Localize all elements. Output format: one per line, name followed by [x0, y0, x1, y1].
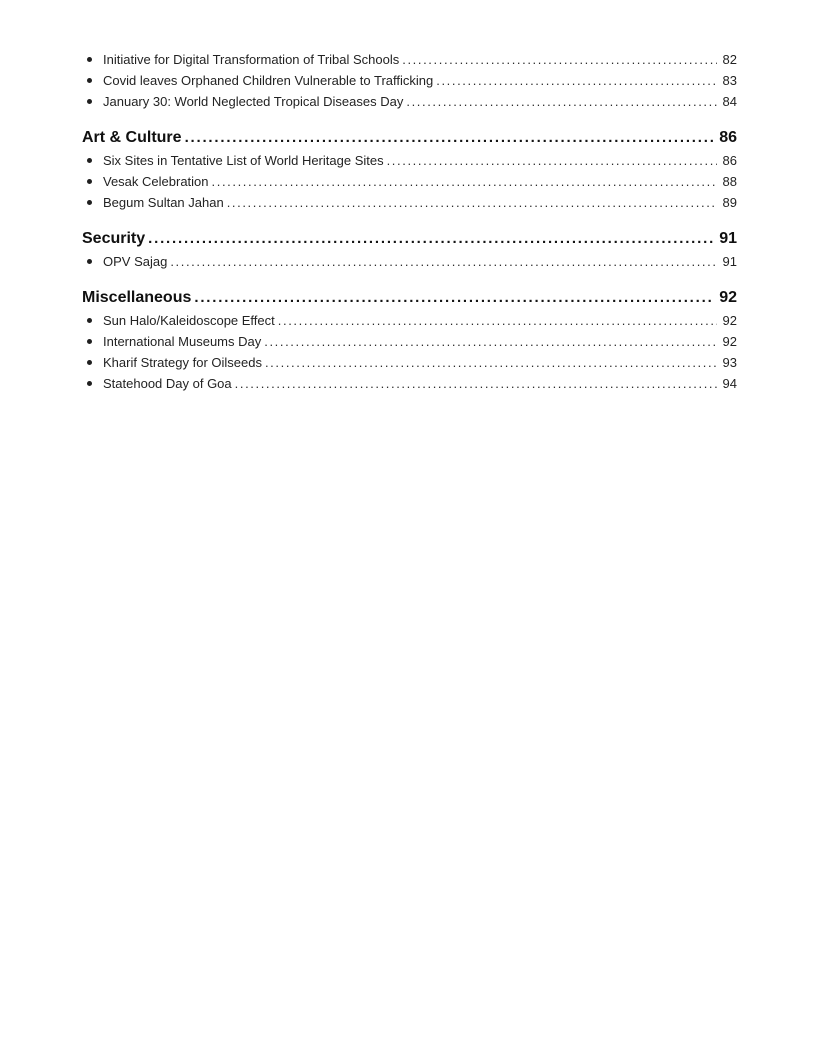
bullet-icon — [87, 360, 92, 365]
bullet-icon — [87, 200, 92, 205]
dot-leader — [212, 171, 717, 192]
toc-item-page: 86 — [722, 153, 737, 168]
toc-item-label: Vesak Celebration — [103, 174, 209, 189]
toc-item[interactable] — [82, 331, 737, 352]
toc-heading-page: 86 — [719, 129, 737, 146]
toc-item-page: 84 — [722, 94, 737, 109]
bullet-icon — [87, 158, 92, 163]
toc-item[interactable] — [82, 91, 737, 112]
toc-item-page: 94 — [722, 376, 737, 391]
toc-heading-label: Art & Culture — [82, 129, 182, 146]
toc-item-page: 91 — [722, 254, 737, 269]
toc-item[interactable] — [82, 70, 737, 91]
toc-heading-label: Security — [82, 230, 146, 247]
toc-heading-page: 92 — [719, 289, 737, 306]
dot-leader — [387, 150, 717, 171]
toc-item-label: Kharif Strategy for Oilseeds — [103, 355, 262, 370]
toc-item-label: Begum Sultan Jahan — [103, 195, 224, 210]
toc-item-label: Sun Halo/Kaleidoscope Effect — [103, 313, 275, 328]
toc-item-label: OPV Sajag — [103, 254, 168, 269]
toc-heading[interactable] — [82, 126, 737, 150]
bullet-icon — [87, 99, 92, 104]
toc-item-label: Six Sites in Tentative List of World Heritage Sites — [103, 153, 384, 168]
toc-item-page: 92 — [722, 334, 737, 349]
dot-leader — [402, 49, 716, 70]
bullet-icon — [87, 78, 92, 83]
toc-heading-label: Miscellaneous — [82, 289, 192, 306]
dot-leader — [148, 227, 713, 251]
toc-item-page: 93 — [722, 355, 737, 370]
toc-item-label: Covid leaves Orphaned Children Vulnerable to Trafficking — [103, 73, 434, 88]
dot-leader — [170, 251, 716, 272]
toc-item[interactable] — [82, 310, 737, 331]
dot-leader — [235, 373, 717, 394]
bullet-icon — [87, 381, 92, 386]
toc-item[interactable] — [82, 150, 737, 171]
toc-heading[interactable] — [82, 227, 737, 251]
bullet-icon — [87, 57, 92, 62]
dot-leader — [264, 331, 716, 352]
toc-heading[interactable] — [82, 286, 737, 310]
toc-item[interactable] — [82, 373, 737, 394]
toc-item[interactable] — [82, 49, 737, 70]
toc-item-page: 83 — [722, 73, 737, 88]
bullet-icon — [87, 318, 92, 323]
toc-item[interactable] — [82, 352, 737, 373]
toc-item[interactable] — [82, 251, 737, 272]
toc-item-label: International Museums Day — [103, 334, 262, 349]
toc-item-page: 92 — [722, 313, 737, 328]
toc-item-page: 89 — [722, 195, 737, 210]
toc-item-page: 88 — [722, 174, 737, 189]
toc-item-label: Statehood Day of Goa — [103, 376, 232, 391]
bullet-icon — [87, 179, 92, 184]
dot-leader — [278, 310, 717, 331]
dot-leader — [194, 286, 713, 310]
toc-heading-page: 91 — [719, 230, 737, 247]
dot-leader — [436, 70, 716, 91]
dot-leader — [227, 192, 717, 213]
toc-item-label: Initiative for Digital Transformation of Tribal Schools — [103, 52, 400, 67]
toc-item[interactable] — [82, 171, 737, 192]
bullet-icon — [87, 259, 92, 264]
toc-item-label: January 30: World Neglected Tropical Diseases Day — [103, 94, 404, 109]
dot-leader — [185, 126, 714, 150]
bullet-icon — [87, 339, 92, 344]
toc-item[interactable] — [82, 192, 737, 213]
dot-leader — [265, 352, 717, 373]
toc-item-page: 82 — [722, 52, 737, 67]
dot-leader — [406, 91, 716, 112]
